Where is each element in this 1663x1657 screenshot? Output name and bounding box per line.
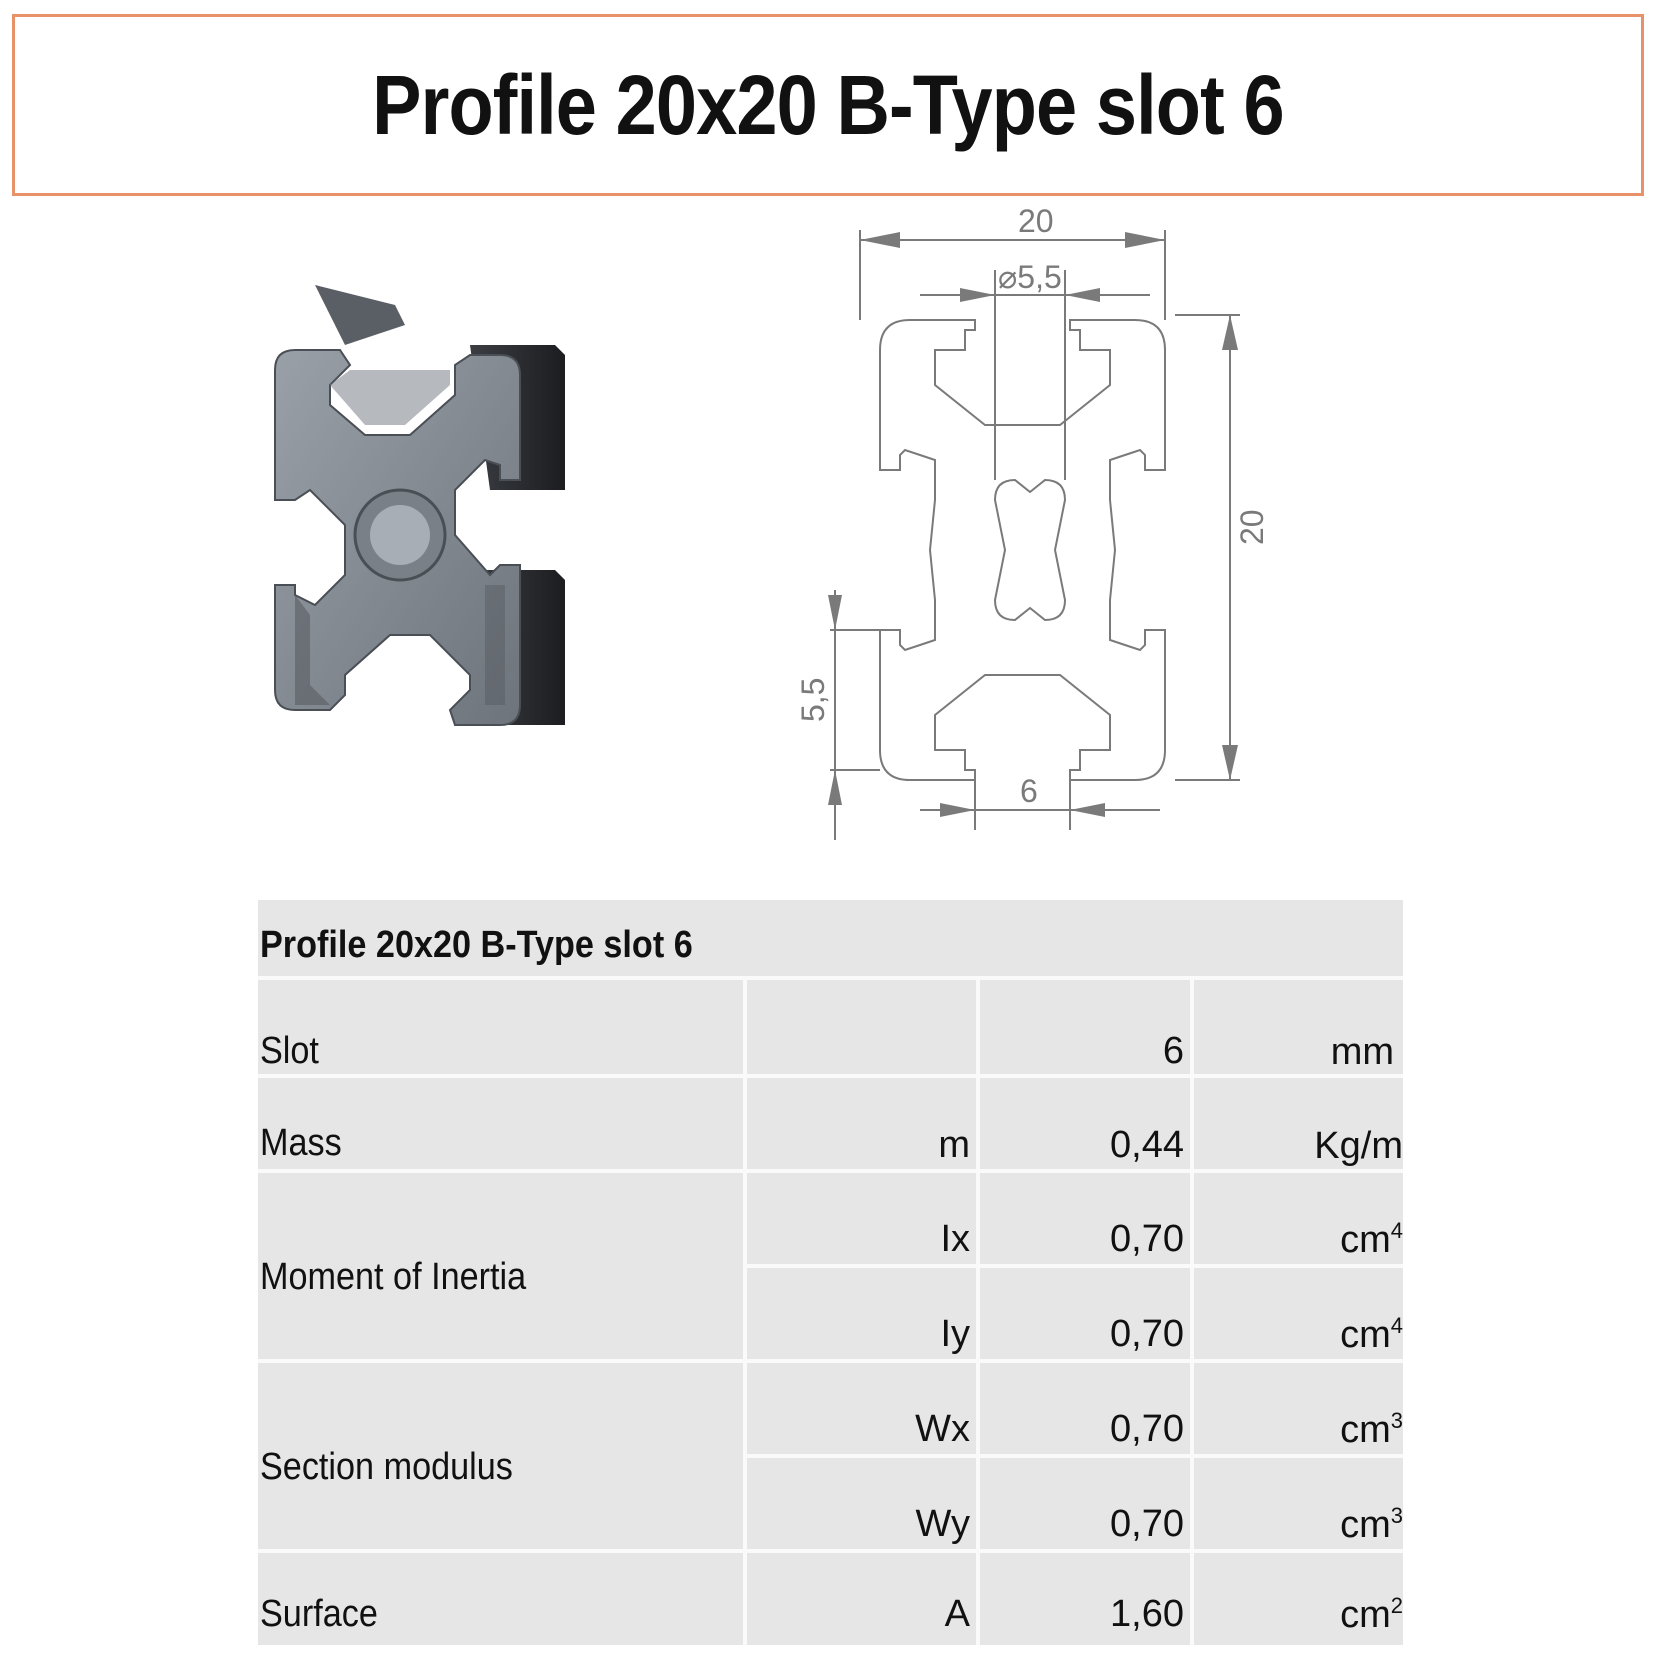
dimension-bore: ⌀5,5 [998,259,1062,295]
column-divider [743,980,747,1645]
dimension-side: 5,5 [795,677,831,722]
row-label-mass: Mass [260,1122,342,1164]
title-banner [12,14,1644,196]
value-mass: 0,44 [1110,1124,1184,1166]
row-divider [258,1359,1403,1363]
dimension-slot: 6 [1020,773,1038,809]
table-title: Profile 20x20 B-Type slot 6 [258,900,1403,980]
page-title: Profile 20x20 B-Type slot 6 [372,57,1284,152]
value-surface: 1,60 [1110,1593,1184,1635]
row-label-section-modulus: Section modulus [260,1446,513,1488]
row-divider [258,1549,1403,1553]
row-label-moment-of-inertia: Moment of Inertia [260,1256,527,1298]
symbol-ix: Ix [940,1218,970,1260]
value-wy: 0,70 [1110,1503,1184,1545]
symbol-wy: Wy [915,1503,970,1545]
row-divider [258,1074,1403,1078]
dimension-width: 20 [1018,203,1054,239]
symbol-wx: Wx [915,1408,970,1450]
dimension-height: 20 [1234,509,1270,545]
unit-surface: $cm^2$ [1340,1593,1403,1636]
row-divider [258,1169,1403,1173]
unit-slot: mm [1330,1031,1394,1073]
unit-ix: $cm^4$ [1340,1218,1403,1261]
row-label-slot: Slot [260,1030,319,1072]
unit-wy: $cm^3$ [1340,1503,1403,1546]
unit-mass: Kg/m [1314,1125,1403,1167]
symbol-mass: m [938,1124,970,1166]
value-slot: 6 [1162,1030,1184,1072]
row-divider [743,1454,1403,1458]
row-divider [743,1264,1403,1268]
profile-3d-illustration [255,285,625,785]
symbol-iy: Iy [940,1313,970,1355]
unit-iy: $cm^4$ [1340,1313,1403,1356]
value-iy: 0,70 [1110,1313,1184,1355]
unit-wx: $cm^3$ [1340,1408,1403,1451]
value-ix: 0,70 [1110,1218,1184,1260]
specification-table [258,900,1403,1645]
row-label-surface: Surface [260,1593,378,1635]
symbol-surface: A [944,1593,970,1635]
value-wx: 0,70 [1110,1408,1184,1450]
profile-dimension-drawing [795,203,1380,910]
